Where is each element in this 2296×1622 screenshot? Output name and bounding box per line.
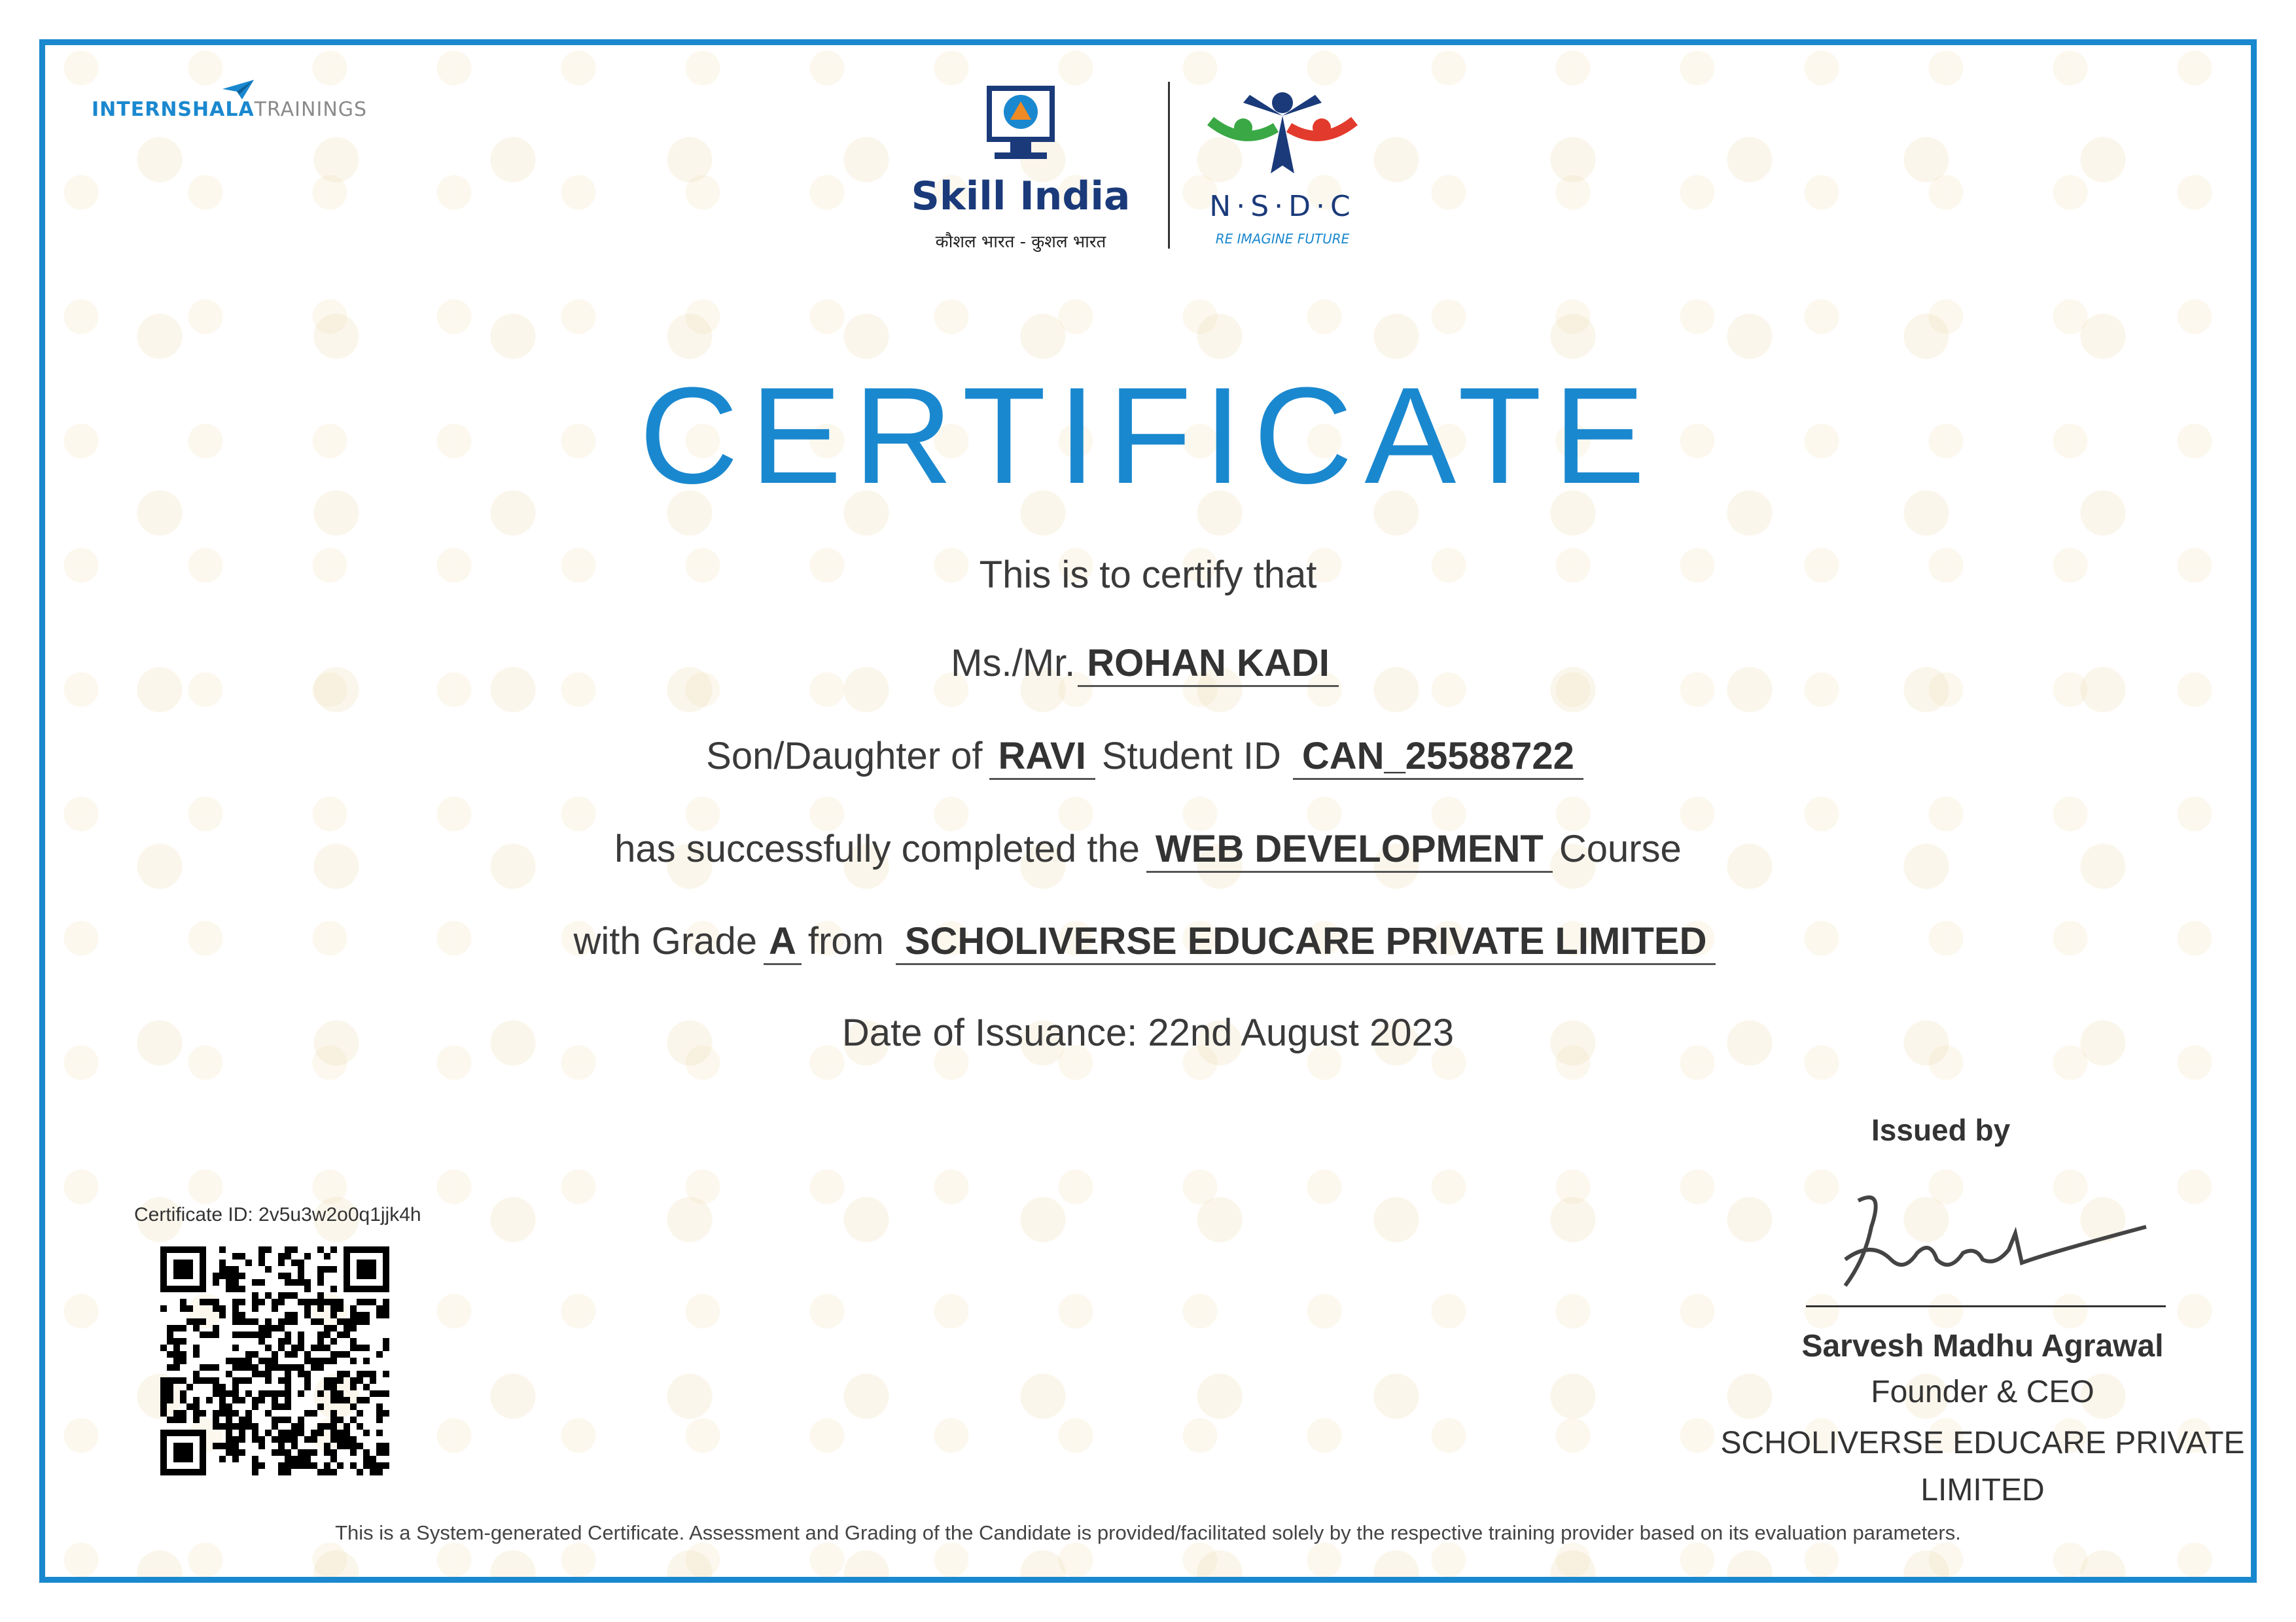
- provider-name: SCHOLIVERSE EDUCARE PRIVATE LIMITED: [896, 919, 1716, 965]
- logo-divider: [1168, 82, 1170, 249]
- internshala-trainings: TRAININGS: [254, 98, 368, 121]
- certificate-title: CERTIFICATE: [639, 359, 1657, 512]
- paper-plane-icon: [222, 80, 254, 99]
- date-of-issuance: Date of Issuance: 22nd August 2023: [841, 1012, 1455, 1054]
- nsdc-logo: [1184, 82, 1381, 258]
- skill-india-text: Skill India: [911, 173, 1131, 219]
- internshala-brand: INTERNSHALA: [92, 98, 255, 121]
- internshala-logo: [92, 98, 367, 121]
- grade-prefix: with Grade: [573, 920, 757, 962]
- certificate-id: Certificate ID: 2v5u3w2o0q1jjk4h: [134, 1204, 421, 1225]
- signature-line: [1806, 1305, 2166, 1307]
- name-prefix: Ms./Mr.: [951, 642, 1076, 684]
- parent-line: [0, 734, 2296, 780]
- nsdc-text: N·S·D·C: [1209, 190, 1356, 223]
- signatory-role: Founder & CEO: [1871, 1375, 2094, 1409]
- signature-image: [1832, 1188, 2159, 1299]
- date-line: [0, 1011, 2296, 1055]
- course-line: [0, 827, 2296, 873]
- parent-name: RAVI: [989, 734, 1095, 780]
- course-suffix: Course: [1559, 828, 1682, 870]
- skill-india-hindi: कौशल भारत - कुशल भारत: [935, 232, 1106, 252]
- intro-text: This is to certify that: [979, 554, 1317, 596]
- signatory-name: Sarvesh Madhu Agrawal: [1801, 1329, 2164, 1364]
- qr-code-icon: [160, 1246, 389, 1475]
- grade-line: [0, 919, 2296, 965]
- intro-line: [0, 553, 2296, 597]
- signatory-org-line1: SCHOLIVERSE EDUCARE PRIVATE: [1720, 1426, 2245, 1460]
- recipient-name: ROHAN KADI: [1078, 641, 1339, 687]
- nsdc-tagline: RE IMAGINE FUTURE: [1215, 231, 1350, 247]
- course-name: WEB DEVELOPMENT: [1146, 827, 1553, 873]
- student-id: CAN_25588722: [1293, 734, 1583, 780]
- name-line: [0, 641, 2296, 687]
- parent-prefix: Son/Daughter of: [706, 735, 983, 777]
- skill-india-logo: [883, 82, 1165, 258]
- completed-prefix: has successfully completed the: [614, 828, 1140, 870]
- issued-by-label: Issued by: [1871, 1113, 2011, 1147]
- nsdc-people-icon: [1197, 88, 1368, 186]
- grade-value: A: [764, 919, 802, 965]
- signatory-org-line2: LIMITED: [1920, 1473, 2045, 1507]
- footer-disclaimer: This is a System-generated Certificate. Assessment and Grading of the Candidate is provided/facilitated solely by the respective training provider based on its evaluation parameters.: [335, 1521, 1961, 1544]
- from-label: from: [807, 920, 884, 962]
- student-id-label: Student ID: [1101, 735, 1281, 777]
- signatory-organization: [1714, 1420, 2251, 1514]
- skill-india-emblem-icon: [981, 82, 1060, 167]
